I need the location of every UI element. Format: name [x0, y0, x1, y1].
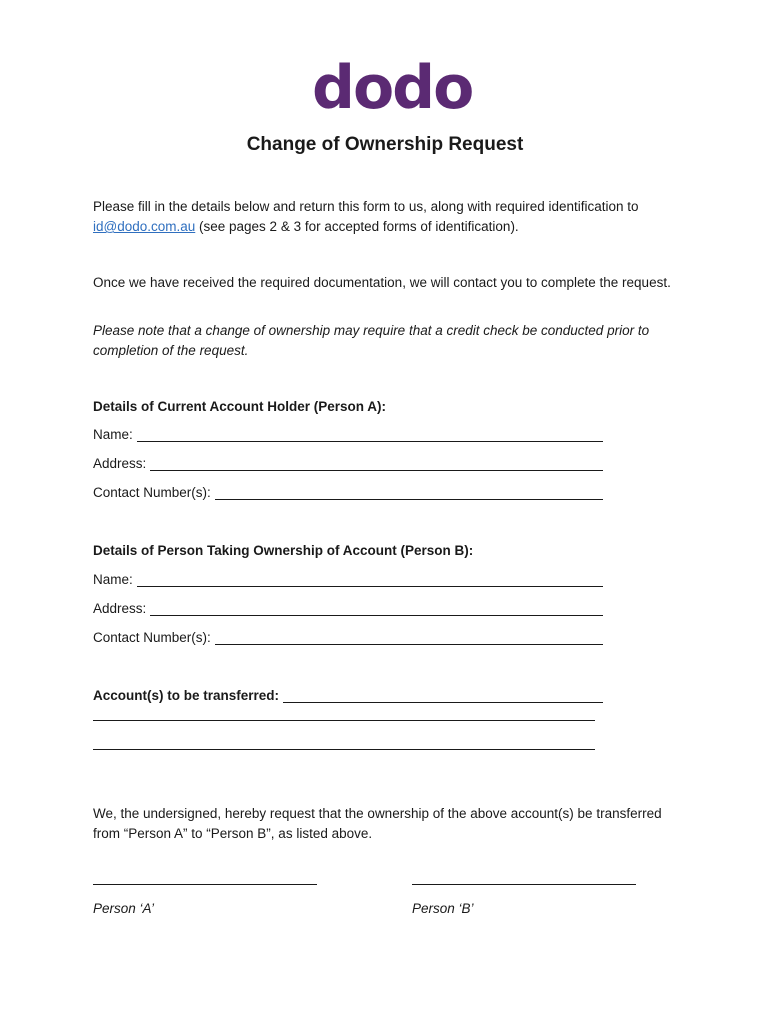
signature-line-a[interactable]: [93, 884, 317, 885]
accounts-extra-line-1[interactable]: [93, 720, 595, 721]
signature-label-a: Person ‘A’: [93, 901, 155, 916]
person-a-contact-line[interactable]: [215, 487, 603, 500]
person-a-address-label: Address:: [93, 456, 147, 471]
person-a-address-field[interactable]: [93, 456, 603, 471]
person-b-address-field[interactable]: [93, 601, 603, 616]
person-b-contact-line[interactable]: [215, 632, 603, 645]
accounts-line[interactable]: [283, 690, 603, 703]
person-a-name-label: Name:: [93, 427, 133, 442]
credit-check-note: Please note that a change of ownership may require that a credit check be conducted prior to completion of the request.: [93, 323, 650, 358]
person-b-name-label: Name:: [93, 572, 133, 587]
intro-text: Please fill in the details below and return this form to us, along with required identification to: [93, 199, 639, 214]
page-title: Change of Ownership Request: [246, 134, 524, 155]
email-link[interactable]: id@dodo.com.au: [93, 219, 196, 234]
person-b-heading: Details of Person Taking Ownership of Account (Person B):: [93, 543, 474, 558]
accounts-field[interactable]: [93, 688, 603, 703]
person-b-name-field[interactable]: [93, 572, 603, 587]
signature-label-b: Person ‘B’: [412, 901, 474, 916]
person-b-address-line[interactable]: [150, 603, 603, 616]
person-a-name-field[interactable]: [93, 427, 603, 442]
intro-text-after: (see pages 2 & 3 for accepted forms of identification).: [195, 219, 519, 234]
person-a-contact-field[interactable]: [93, 485, 603, 500]
person-a-contact-label: Contact Number(s):: [93, 485, 211, 500]
intro-paragraph: [93, 197, 673, 237]
person-b-contact-label: Contact Number(s):: [93, 630, 211, 645]
dodo-logo: dodo: [312, 53, 473, 123]
signature-line-b[interactable]: [412, 884, 636, 885]
accounts-label: Account(s) to be transferred:: [93, 688, 280, 703]
person-a-name-line[interactable]: [137, 429, 603, 442]
person-b-name-line[interactable]: [137, 574, 603, 587]
accounts-extra-line-2[interactable]: [93, 749, 595, 750]
person-a-heading: Details of Current Account Holder (Person A):: [93, 399, 387, 414]
person-b-contact-field[interactable]: [93, 630, 603, 645]
person-a-address-line[interactable]: [150, 458, 603, 471]
person-b-address-label: Address:: [93, 601, 147, 616]
declaration-text: We, the undersigned, hereby request that the ownership of the above account(s) be transferred from “Person A” to “Person B”, as listed above.: [93, 806, 662, 841]
contact-note: Once we have received the required documentation, we will contact you to complete the request.: [93, 275, 671, 290]
